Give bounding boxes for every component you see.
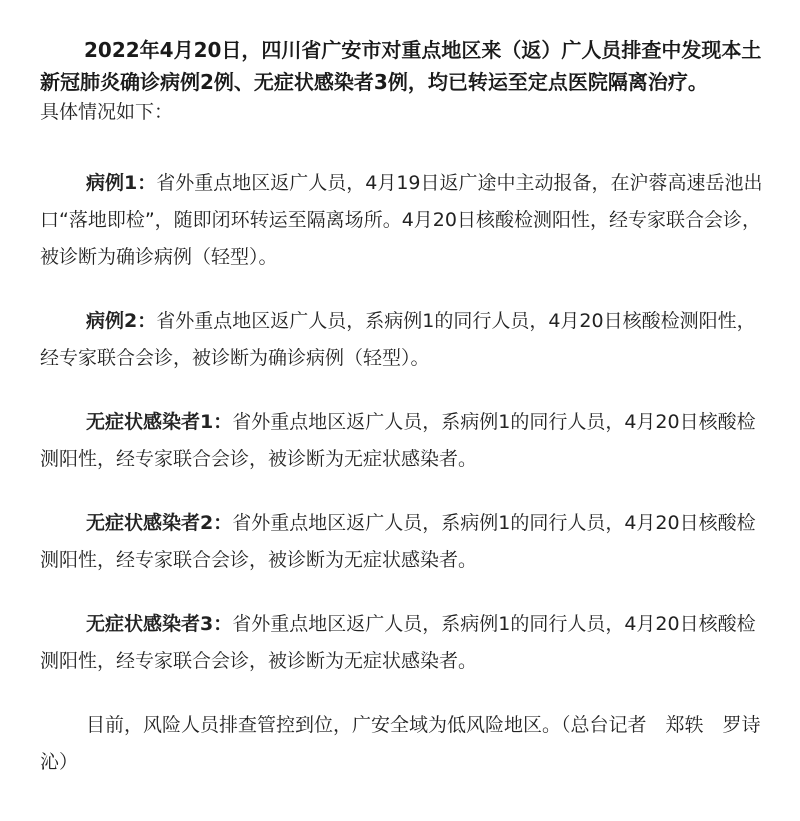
asymptomatic-text-3: 省外重点地区返广人员，系病例1的同行人员，4月20日核酸检测阳性，经专家联合会诊，被诊断为无症状感染者。 [40, 613, 756, 672]
case-text-2: 省外重点地区返广人员，系病例1的同行人员，4月20日核酸检测阳性，经专家联合会诊，被诊断为确诊病例（轻型）。 [40, 310, 756, 369]
asymptomatic-text-1: 省外重点地区返广人员，系病例1的同行人员，4月20日核酸检测阳性，经专家联合会诊，被诊断为无症状感染者。 [40, 411, 756, 470]
asymptomatic-paragraph-3 [40, 606, 770, 680]
asymptomatic-text-2: 省外重点地区返广人员，系病例1的同行人员，4月20日核酸检测阳性，经专家联合会诊，被诊断为无症状感染者。 [40, 512, 756, 571]
closing-paragraph: 目前，风险人员排查管控到位，广安全域为低风险地区。（总台记者 郑轶 罗诗沁） [40, 714, 761, 773]
case-paragraph-2 [40, 303, 770, 377]
intro-text: 具体情况如下： [40, 101, 174, 123]
article-body [40, 34, 770, 781]
asymptomatic-label-2: 无症状感染者2： [86, 512, 233, 534]
asymptomatic-paragraph-2 [40, 505, 770, 579]
case-label-1: 病例1： [86, 172, 157, 194]
asymptomatic-label-1: 无症状感染者1： [86, 411, 233, 433]
case-text-1: 省外重点地区返广人员，4月19日返广途中主动报备，在沪蓉高速岳池出口“落地即检”，随即闭环转运至隔离场所。4月20日核酸检测阳性，经专家联合会诊，被诊断为确诊病例（轻型）。 [40, 172, 763, 268]
asymptomatic-label-3: 无症状感染者3： [86, 613, 233, 635]
headline: 2022年4月20日，四川省广安市对重点地区来（返）广人员排查中发现本土新冠肺炎确诊病例2例、无症状感染者3例，均已转运至定点医院隔离治疗。 [40, 38, 762, 94]
case-paragraph-1 [40, 165, 770, 276]
case-label-2: 病例2： [86, 310, 157, 332]
asymptomatic-paragraph-1 [40, 404, 770, 478]
